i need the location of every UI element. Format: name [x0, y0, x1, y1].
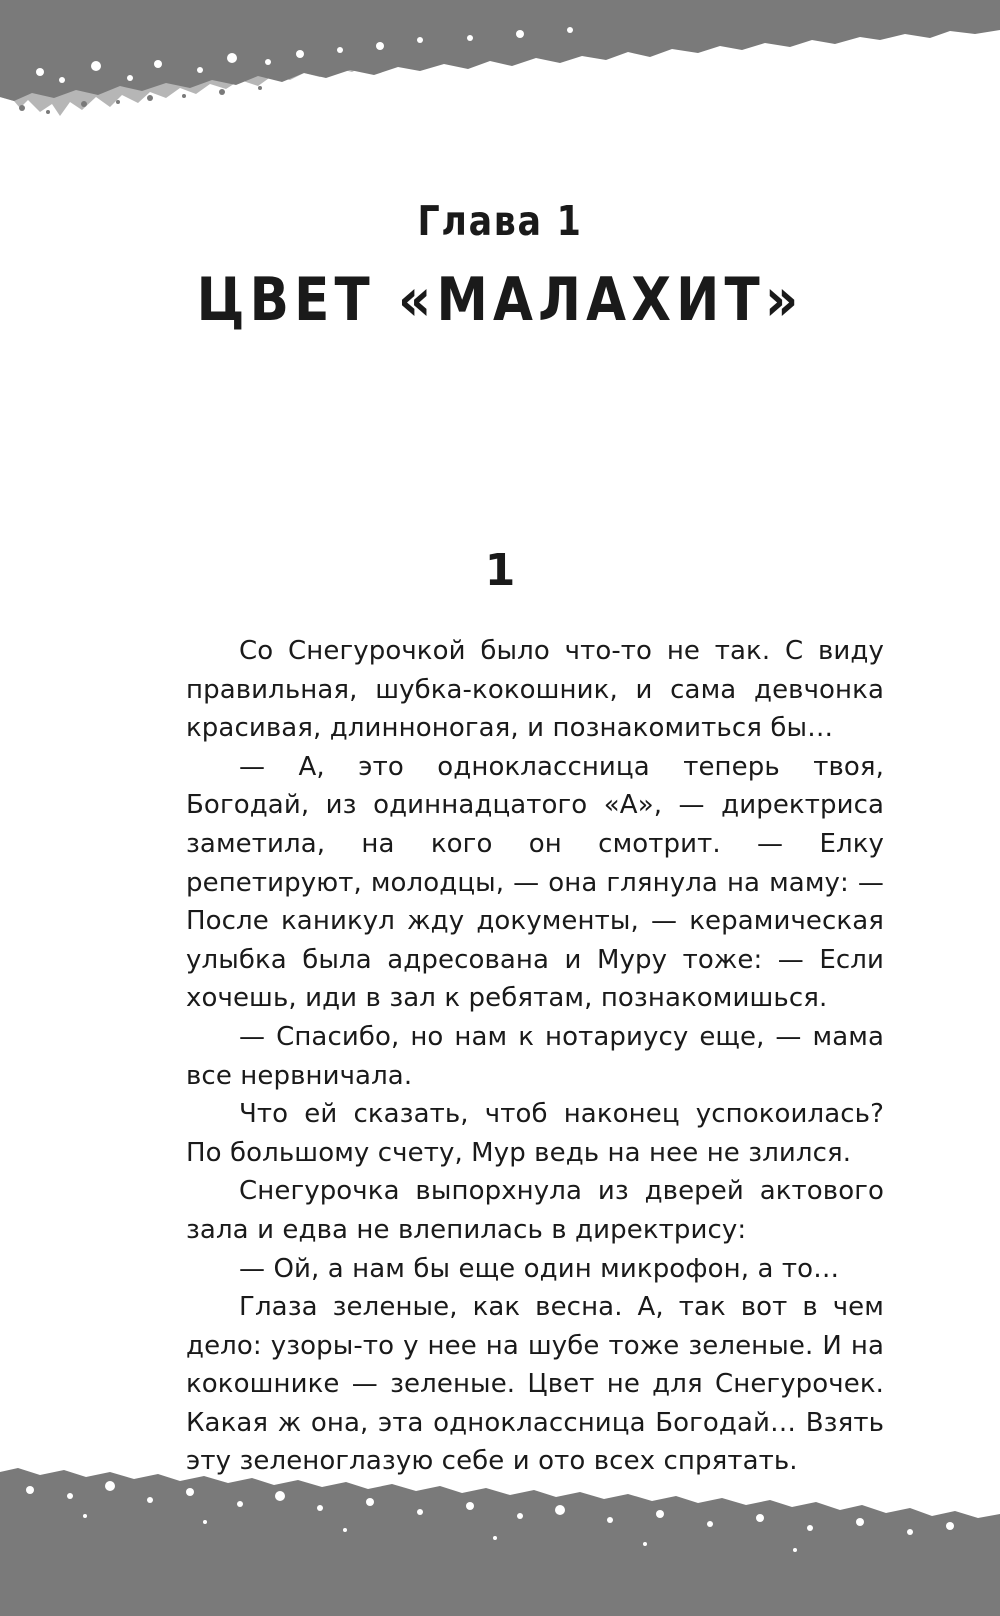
chapter-title: ЦВЕТ «МАЛАХИТ»	[196, 265, 804, 335]
body-text	[186, 632, 884, 1481]
paragraph: Со Снегурочкой было что-то не так. С виду правильная, шубка-кокошник, и сама девчонка красивая, длинноногая, и познакомиться бы…	[186, 636, 884, 744]
paragraph: — А, это одноклассница теперь твоя, Богодай, из одиннадцатого «А», — директриса заметила, на кого он смотрит. — Елку репетируют, молодцы, — она глянула на маму: — После каникул жду документы, — керамическая улыбка была адресована и Муру тоже: — Если хочешь, иди в зал к ребятам, познакомишься.	[186, 751, 884, 1014]
section-number: 1	[484, 545, 516, 596]
chapter-label: Глава 1	[417, 197, 583, 245]
paragraph: — Спасибо, но нам к нотариусу еще, — мама все нервничала.	[186, 1021, 884, 1091]
paragraph: Глаза зеленые, как весна. А, так вот в чем дело: узоры-то у нее на шубе тоже зеленые. И на кокошнике — зеленые. Цвет не для Снегурочек. Какая ж она, эта одноклассница Богодай… Взять эту зеленоглазую себе и ото всех спрятать.	[186, 1292, 884, 1477]
bottom-decorative-band	[0, 1456, 1000, 1616]
paragraph: Снегурочка выпорхнула из дверей актового зала и едва не влепилась в директрису:	[186, 1176, 884, 1245]
paragraph: — Ой, а нам бы еще один микрофон, а то…	[239, 1253, 840, 1284]
top-decorative-band	[0, 0, 1000, 118]
paragraph: Что ей сказать, чтоб наконец успокоилась? По большому счету, Мур ведь на нее не злился.	[186, 1099, 884, 1168]
